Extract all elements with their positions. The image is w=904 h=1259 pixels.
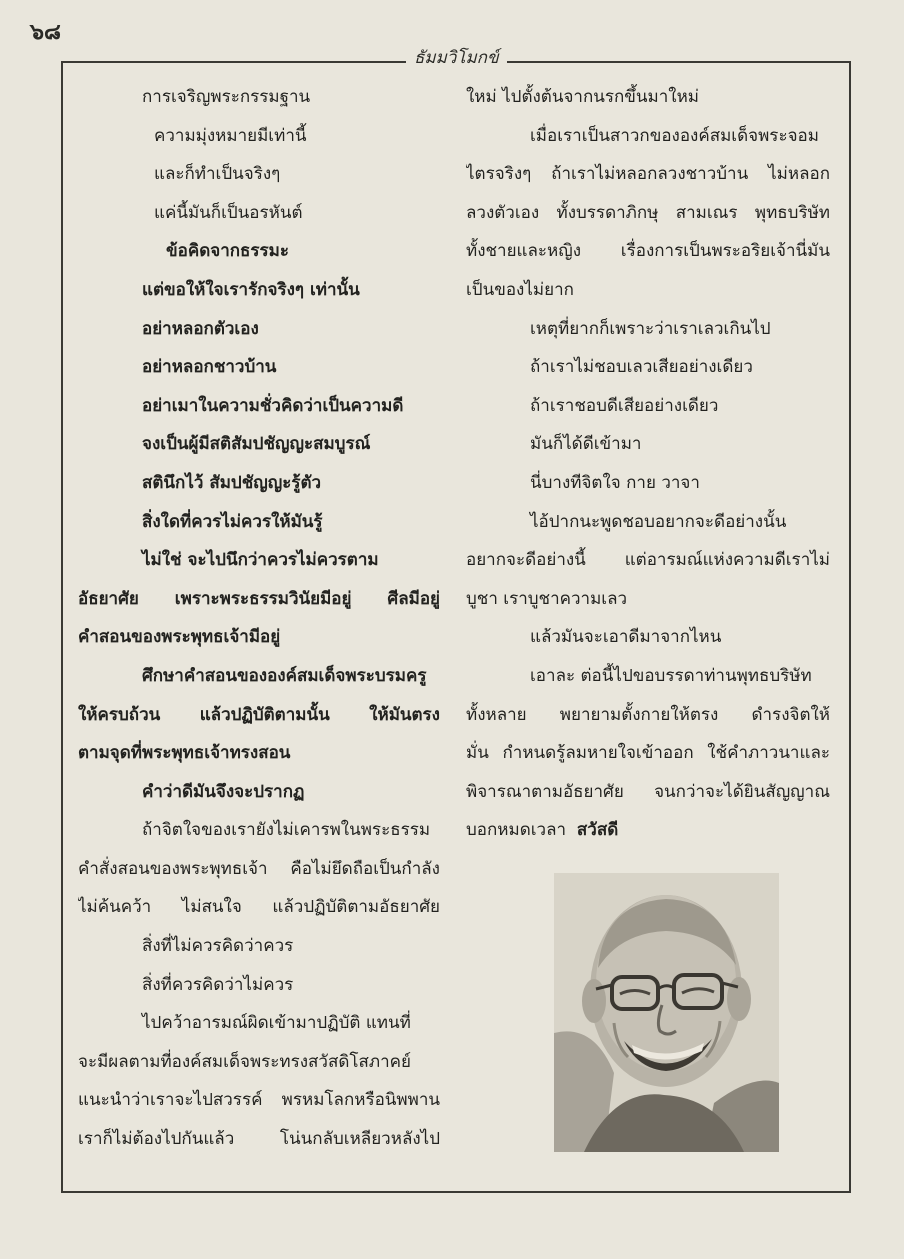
text-line: สตินึกไว้ สัมปชัญญะรู้ตัว <box>142 472 322 493</box>
text-line: ใหม่ ไปตั้งต้นจากนรกขึ้นมาใหม่ <box>466 87 700 107</box>
text-line: แค่นี้มันก็เป็นอรหันต์ <box>154 202 303 223</box>
right-column <box>466 78 830 850</box>
text-line: มันก็ได้ดีเข้ามา <box>530 434 642 455</box>
text-line: นี่บางทีจิตใจ กาย วาจา <box>530 472 700 493</box>
running-head: ธัมมวิโมกข์ <box>406 44 507 71</box>
text-line: อยากจะดีอย่างนี้ แต่อารมณ์แห่งความดีเราไม่ <box>466 550 830 571</box>
text-line <box>466 811 830 850</box>
text-line: สิ่งใดที่ควรไม่ควรให้มันรู้ <box>142 511 323 532</box>
text-line: แต่ขอให้ใจเรารักจริงๆ เท่านั้น <box>142 279 360 300</box>
text-line: เอาละ ต่อนี้ไปขอบรรดาท่านพุทธบริษัท <box>530 665 812 686</box>
text-line: ตามจุดที่พระพุทธเจ้าทรงสอน <box>78 743 291 764</box>
text-line: จงเป็นผู้มีสติสัมปชัญญะสมบูรณ์ <box>142 434 371 455</box>
text-line: ทั้งชายและหญิง เรื่องการเป็นพระอริยเจ้านี่มัน <box>466 241 830 262</box>
text-line: ถ้าเราชอบดีเสียอย่างเดียว <box>530 395 719 416</box>
page-number: ๖๘ <box>30 20 61 45</box>
text-line: ไอ้ปากนะพูดชอบอยากจะดีอย่างนั้น <box>530 511 787 532</box>
text-line: การเจริญพระกรรมฐาน <box>142 87 311 107</box>
text-line: ถ้าเราไม่ชอบเลวเสียอย่างเดียว <box>530 357 753 378</box>
text-line: ไม่ค้นคว้า ไม่สนใจ แล้วปฏิบัติตามอัธยาศัย <box>78 897 440 918</box>
text-line: แล้วมันจะเอาดีมาจากไหน <box>530 627 722 648</box>
text-line: สิ่งที่ไม่ควรคิดว่าควร <box>142 936 294 957</box>
text-line: เหตุที่ยากก็เพราะว่าเราเลวเกินไป <box>530 318 771 339</box>
text-line: ไปคว้าอารมณ์ผิดเข้ามาปฏิบัติ แทนที่ <box>142 1013 411 1034</box>
text-line: ให้ครบถ้วน แล้วปฏิบัติตามนั้น ให้มันตรง <box>78 704 440 725</box>
text-line: เมื่อเราเป็นสาวกขององค์สมเด็จพระจอม <box>530 125 819 146</box>
section-heading: ข้อคิดจากธรรมะ <box>166 241 290 262</box>
text-line: ลวงตัวเอง ทั้งบรรดาภิกษุ สามเณร พุทธบริษัท <box>466 202 830 223</box>
closing-text: บอกหมดเวลา <box>466 820 567 841</box>
text-line: อัธยาศัย เพราะพระธรรมวินัยมีอยู่ ศีลมีอยู่ <box>78 588 440 609</box>
text-line: พิจารณาตามอัธยาศัย จนกว่าจะได้ยินสัญญาณ <box>466 781 830 802</box>
text-line: คำสั่งสอนของพระพุทธเจ้า คือไม่ยึดถือเป็นกำลัง <box>78 858 440 879</box>
text-line: ความมุ่งหมายมีเท่านี้ <box>154 125 307 146</box>
text-line: จะมีผลตามที่องค์สมเด็จพระทรงสวัสดิโสภาคย์ <box>78 1051 411 1072</box>
text-line: คำสอนของพระพุทธเจ้ามีอยู่ <box>78 627 281 648</box>
text-line: อย่าหลอกตัวเอง <box>142 318 259 339</box>
text-line: แนะนำว่าเราจะไปสวรรค์ พรหมโลกหรือนิพพาน <box>78 1090 440 1111</box>
text-line: เป็นของไม่ยาก <box>466 279 574 300</box>
monk-portrait-photo <box>554 873 779 1152</box>
text-line: ไตรจริงๆ ถ้าเราไม่หลอกลวงชาวบ้าน ไม่หลอก <box>466 164 830 185</box>
sign-off: สวัสดี <box>576 820 619 841</box>
text-line: บูชา เราบูชาความเลว <box>466 588 628 609</box>
text-line: เราก็ไม่ต้องไปกันแล้ว โน่นกลับเหลียวหลังไป <box>78 1129 440 1150</box>
text-line: คำว่าดีมันจึงจะปรากฏ <box>142 781 305 802</box>
left-column <box>78 78 440 1159</box>
text-line: และก็ทำเป็นจริงๆ <box>154 164 281 185</box>
text-line: ศึกษาคำสอนขององค์สมเด็จพระบรมครู <box>142 665 427 686</box>
text-line: ทั้งหลาย พยายามตั้งกายให้ตรง ดำรงจิตให้ <box>466 704 830 725</box>
text-line: สิ่งที่ควรคิดว่าไม่ควร <box>142 974 294 995</box>
text-line: อย่าหลอกชาวบ้าน <box>142 357 277 378</box>
text-line: อย่าเมาในความชั่วคิดว่าเป็นความดี <box>142 395 404 416</box>
text-line: ถ้าจิตใจของเรายังไม่เคารพในพระธรรม <box>142 820 431 841</box>
text-line: มั่น กำหนดรู้ลมหายใจเข้าออก ใช้คำภาวนาและ <box>466 743 830 764</box>
text-line: ไม่ใช่ จะไปนึกว่าควรไม่ควรตาม <box>142 550 379 571</box>
